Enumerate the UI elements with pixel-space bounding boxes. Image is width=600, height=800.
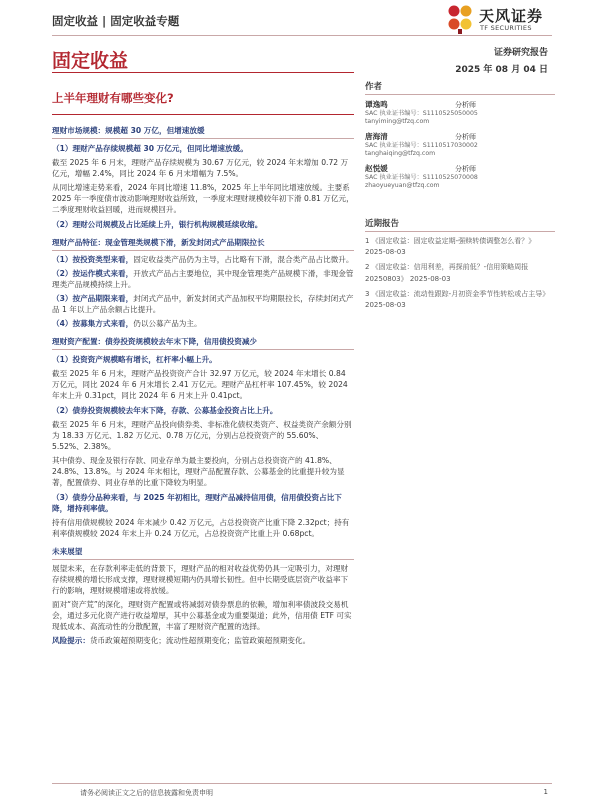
footer-disclaimer: 请务必阅读正文之后的信息披露和免责申明 <box>80 789 213 797</box>
article-title-divider <box>52 114 354 115</box>
recent-reports-heading: 近期报告 <box>365 217 555 232</box>
paragraph <box>52 293 354 315</box>
paragraph <box>52 254 354 265</box>
author-role: 分析师 <box>455 101 476 109</box>
company-logo <box>445 4 555 36</box>
paragraph-lead: （3）按产品期限来看， <box>52 294 134 303</box>
logo-mark-icon <box>445 4 475 34</box>
paragraph-lead: （1）按投资类型来看， <box>52 255 134 264</box>
author-cert: SAC 执业证书编号：S1110525050005 <box>365 110 478 117</box>
recent-report-link[interactable]: 1 《固定收益：固定收益定期-强赎转债调整怎么看？》 2025-08-03 <box>365 237 536 257</box>
section-title: 固定收益 <box>52 50 129 72</box>
paragraph-text: 封闭式产品中，新发封闭式产品加权平均期限拉长，存续封闭式产品 1 年以上产品余额占比提升。 <box>52 294 354 314</box>
risk-warning <box>52 635 354 646</box>
paragraph: 持有信用债规模较 2024 年末减少 0.42 万亿元，占总投资资产比重下降 2.32pct；持有利率债规模较 2024 年末上升 0.24 万亿元，占总投资资产比重上升 0.68pct。 <box>52 518 350 538</box>
paragraph: 截至 2025 年 6 月末，理财产品投向债券类、非标准化债权类资产、权益类资产余额分别为 18.33 万亿元、1.82 万亿元、0.78 万亿元，分别占总投资资产的 55.60%、5.52%、2.38%。 <box>52 420 352 451</box>
author-name: 赵悦媛 <box>365 164 388 173</box>
risk-lead: 风险提示： <box>52 636 90 645</box>
author-card <box>365 99 555 127</box>
paragraph-lead: （4）按募集方式来看， <box>52 319 134 328</box>
sub-heading: （2）理财公司规模及占比延续上升，银行机构规模延续收缩。 <box>52 220 263 229</box>
paragraph-text: 固定收益类产品仍为主导，占比略有下滑，混合类产品占比微升。 <box>133 255 354 264</box>
author-role: 分析师 <box>455 133 476 141</box>
paragraph: 其中债券、现金及银行存款、同业存单为最主要投向，分别占总投资资产的 41.8%、24.8%、13.8%。与 2024 年末相比，理财产品配置存款、公募基金的比重提升较为显著，配置债券、同业存单的比重下降较为明显。 <box>52 456 345 487</box>
author-cert: SAC 执业证书编号：S1110517030002 <box>365 142 478 149</box>
authors-heading: 作者 <box>365 80 555 95</box>
sub-heading: （1）理财产品存续规模超 30 万亿元，但同比增速放缓。 <box>52 144 248 153</box>
footer-divider <box>52 783 552 784</box>
paragraph: 截至 2025 年 6 月末，理财产品存续规模为 30.67 万亿元，较 2024 年末增加 0.72 万亿元，增幅 2.4%，同比 2024 年 6 月末增幅为 7.5%。 <box>52 158 349 178</box>
recent-report-link[interactable]: 3 《固定收益：流动性跟踪-月初资金季节性转松或占主导》 2025-08-03 <box>365 289 550 309</box>
page-number: 1 <box>543 788 548 796</box>
paragraph <box>52 318 354 329</box>
section-heading: 理财产品特征：现金管理类规模下滑，新发封闭式产品期限拉长 <box>52 234 354 251</box>
risk-text: 货币政策超预期变化；流动性超预期变化；监管政策超预期变化。 <box>89 636 311 645</box>
paragraph: 展望未来，在存款利率走低的背景下，理财产品的相对收益优势仍具一定吸引力，对理财存续规模的增长形成支撑，理财规模短期内仍具增长韧性。但中长期受底层资产收益率下行的影响，理财规模增速或将放缓。 <box>52 564 349 595</box>
paragraph-lead: （2）按运作模式来看， <box>52 269 134 278</box>
logo-text-cn: 天风证券 <box>479 7 544 25</box>
author-email[interactable]: tanghaiqing@tfzq.com <box>365 150 436 158</box>
sub-heading: （1）投资资产规模略有增长，杠杆率小幅上升。 <box>52 355 217 364</box>
paragraph: 从同比增速走势来看，2024 年同比增速 11.8%，2025 年上半年同比增速放缓。主要系 2025 年一季度债市波动影响理财收益所致，一季度末理财规模较年初下滑 0.81 万亿元，二季度理财收益回暖，进而规模回升。 <box>52 183 354 214</box>
recent-reports <box>365 217 555 311</box>
report-type: 证券研究报告 <box>493 48 548 58</box>
author-email[interactable]: tanyiming@tfzq.com <box>365 118 430 126</box>
title-divider <box>52 72 354 73</box>
paragraph: 面对“资产荒”的深化，理财资产配置或将减弱对债券票息的依赖，增加利率债波段交易机会，通过多元化资产进行收益增厚，其中公募基金或为重要渠道；此外，信用债 ETF 可实现低成本、高流动性的分散配置，丰富了理财资产配置的选择。 <box>52 600 352 631</box>
logo-text-en: TF SECURITIES <box>480 24 532 32</box>
author-name: 谭逸鸣 <box>365 100 388 109</box>
sub-heading: （2）债券投资规模较去年末下降，存款、公募基金投资占比上升。 <box>52 406 278 415</box>
author-name: 唐海清 <box>365 132 388 141</box>
summary-body <box>52 118 354 646</box>
paragraph <box>52 268 354 290</box>
paragraph-text: 开放式产品占主要地位，其中现金管理类产品规模下滑，非现金管理类产品规模持续上升。 <box>52 269 354 289</box>
author-email[interactable]: zhaoyueyuan@tfzq.com <box>365 182 440 190</box>
recent-report-link[interactable]: 2 《固定收益：信用利差，再探前低？-信用策略周报 20250803》 2025-08-03 <box>365 263 529 283</box>
section-heading: 未来展望 <box>52 543 354 560</box>
author-card <box>365 163 555 191</box>
sub-heading: （3）债券分品种来看，与 2025 年初相比，理财产品减持信用债，信用债投资占比下降，增持利率债。 <box>52 493 342 513</box>
paragraph: 截至 2025 年 6 月末，理财产品投资资产合计 32.97 万亿元，较 2024 年末增长 0.84 万亿元，同比 2024 年 6 月末增长 2.41 万亿元。理财产品杠杆率 107.45%，较 2024 年末上升 0.31pct，同比 2024 年 6 月末上升 0.41pct。 <box>52 369 348 400</box>
header-divider <box>52 35 552 36</box>
author-role: 分析师 <box>455 165 476 173</box>
sidebar <box>365 80 555 311</box>
article-title: 上半年理财有哪些变化? <box>52 91 174 105</box>
author-card <box>365 131 555 159</box>
report-date: 2025 年 08 月 04 日 <box>455 65 548 75</box>
header-breadcrumb: 固定收益 | 固定收益专题 <box>52 14 180 28</box>
paragraph-text: 仍以公募产品为主。 <box>133 319 202 328</box>
section-heading: 理财资产配置：债券投资规模较去年末下降，信用债投资减少 <box>52 333 354 350</box>
section-heading: 理财市场规模：规模超 30 万亿，但增速放缓 <box>52 122 354 139</box>
author-cert: SAC 执业证书编号：S1110525070008 <box>365 174 478 181</box>
